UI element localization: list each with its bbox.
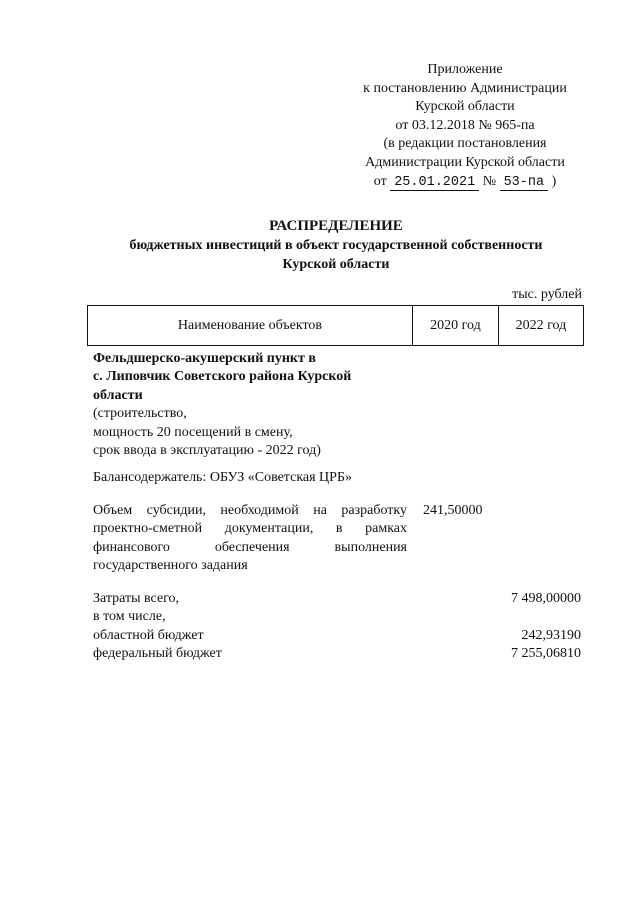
costs-block: [93, 590, 222, 664]
object-desc-line: мощность 20 посещений в смену,: [93, 424, 293, 440]
object-name-line: с. Липовчик Советского района Курской: [93, 369, 352, 385]
title-sub-1: бюджетных инвестиций в объект государственной собственности: [129, 238, 543, 253]
close-paren: ): [551, 173, 557, 189]
costs-federal-label: федеральный бюджет: [93, 646, 222, 662]
units-label: тыс. рублей: [512, 287, 582, 302]
object-name-line: области: [93, 387, 143, 403]
amendment-line: [340, 173, 590, 193]
appendix-line: к постановлению Администрации: [363, 80, 567, 96]
header-objects: Наименование объектов: [88, 306, 413, 346]
title-sub-2: Курской области: [282, 257, 390, 272]
appendix-header: [340, 61, 590, 192]
appendix-line: Курской области: [415, 99, 515, 115]
object-name-line: Фельдшерско-акушерский пункт в: [93, 351, 316, 366]
balance-holder: Балансодержатель: ОБУЗ «Советская ЦРБ»: [93, 470, 352, 485]
subsidy-line: государственного задания: [93, 558, 248, 574]
subsidy-block: [93, 502, 407, 576]
subsidy-line: проектно-сметной документации, в рамках: [93, 521, 407, 537]
title-main: РАСПРЕДЕЛЕНИЕ: [269, 218, 403, 234]
costs-total-2022: 7 498,00000: [511, 591, 581, 606]
amendment-number: 53-па: [500, 175, 549, 191]
object-desc-line: (строительство,: [93, 406, 187, 422]
appendix-line: (в редакции постановления: [383, 136, 547, 152]
costs-federal-2022: 7 255,06810: [511, 646, 581, 662]
from-prefix: от: [373, 173, 387, 189]
appendix-line: Приложение: [427, 62, 503, 77]
table-header: [87, 305, 584, 346]
object-block: [93, 350, 351, 460]
costs-regional-label: областной бюджет: [93, 627, 204, 643]
header-2022: 2022 год: [498, 306, 583, 346]
costs-total-label: Затраты всего,: [93, 591, 180, 606]
costs-regional-2022: 242,93190: [521, 627, 581, 643]
appendix-line: Администрации Курской области: [365, 154, 565, 170]
subsidy-line: Объем субсидии, необходимой на разработку: [93, 503, 407, 518]
subsidy-line: финансового обеспечения выполнения: [93, 539, 407, 555]
number-prefix: №: [482, 173, 497, 189]
appendix-line: от 03.12.2018 № 965-па: [395, 117, 535, 133]
amendment-date: 25.01.2021: [390, 175, 479, 191]
costs-incl-label: в том числе,: [93, 609, 166, 625]
subsidy-2020-value: 241,50000: [423, 503, 483, 518]
object-desc-line: срок ввода в эксплуатацию - 2022 год): [93, 443, 321, 459]
document-title: [80, 217, 592, 274]
header-2020: 2020 год: [412, 306, 498, 346]
